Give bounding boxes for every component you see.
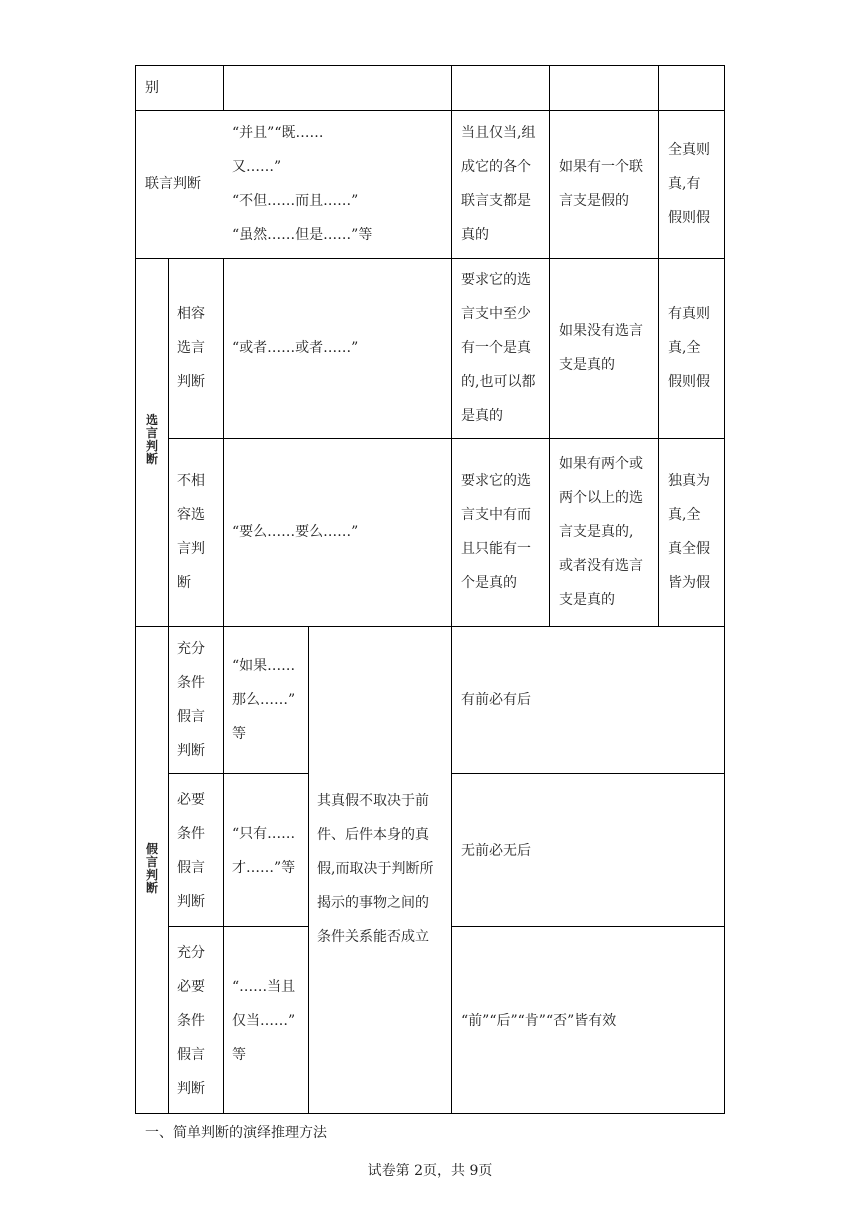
sufficient-hypothetical-rule: 有前必有后 bbox=[461, 692, 531, 708]
hypothetical-group-label: 假 言 判 断 bbox=[145, 842, 158, 895]
compatible-disjunctive-name: 相容 选言 判断 bbox=[177, 306, 205, 390]
incompatible-disjunctive-rule: 独真为 真,全 真全假 皆为假 bbox=[668, 473, 710, 591]
necessary-hypothetical-rule: 无前必无后 bbox=[461, 843, 531, 859]
biconditional-hypothetical-rule: “前”“后”“肯”“否”皆有效 bbox=[461, 1013, 617, 1029]
necessary-hypothetical-name: 必要 条件 假言 判断 bbox=[177, 792, 205, 910]
conjunctive-true-condition: 当且仅当,组 成它的各个 联言支都是 真的 bbox=[461, 125, 536, 243]
section-heading: 一、简单判断的演绎推理方法 bbox=[145, 1125, 327, 1141]
incompatible-disjunctive-connectives: “要么……要么……” bbox=[232, 524, 359, 540]
hypothetical-truth-note: 其真假不取决于前 件、后件本身的真 假,而取决于判断所 揭示的事物之间的 条件关系能否成立 bbox=[317, 793, 434, 945]
compatible-disjunctive-connectives: “或者……或者……” bbox=[232, 340, 359, 356]
conjunctive-false-condition: 如果有一个联 言支是假的 bbox=[559, 159, 643, 209]
page-footer: 试卷第 2页，共 9页 bbox=[367, 1163, 493, 1179]
incompatible-disjunctive-false-condition: 如果有两个或 两个以上的选 言支是真的, 或者没有选言 支是真的 bbox=[559, 456, 643, 608]
disjunctive-group-label: 选 言 判 断 bbox=[145, 413, 158, 466]
conjunctive-rule: 全真则 真,有 假则假 bbox=[668, 142, 710, 226]
conjunctive-name: 联言判断 bbox=[145, 176, 201, 192]
conjunctive-connectives: “并且”“既…… 又……” “不但……而且……” “虽然……但是……”等 bbox=[232, 125, 373, 243]
compatible-disjunctive-rule: 有真则 真,全 假则假 bbox=[668, 306, 710, 390]
biconditional-hypothetical-name: 充分 必要 条件 假言 判断 bbox=[177, 945, 205, 1097]
sufficient-hypothetical-name: 充分 条件 假言 判断 bbox=[177, 641, 205, 759]
incompatible-disjunctive-true-condition: 要求它的选 言支中有而 且只能有一 个是真的 bbox=[461, 473, 531, 591]
compatible-disjunctive-true-condition: 要求它的选 言支中至少 有一个是真 的,也可以都 是真的 bbox=[461, 272, 536, 424]
necessary-hypothetical-connectives: “只有…… 才……”等 bbox=[232, 826, 296, 876]
incompatible-disjunctive-name: 不相 容选 言判 断 bbox=[177, 473, 205, 591]
sufficient-hypothetical-connectives: “如果…… 那么……” 等 bbox=[232, 658, 296, 742]
header-category-cell: 别 bbox=[145, 80, 159, 96]
biconditional-hypothetical-connectives: “……当且 仅当……” 等 bbox=[232, 979, 296, 1063]
compatible-disjunctive-false-condition: 如果没有选言 支是真的 bbox=[559, 323, 643, 373]
